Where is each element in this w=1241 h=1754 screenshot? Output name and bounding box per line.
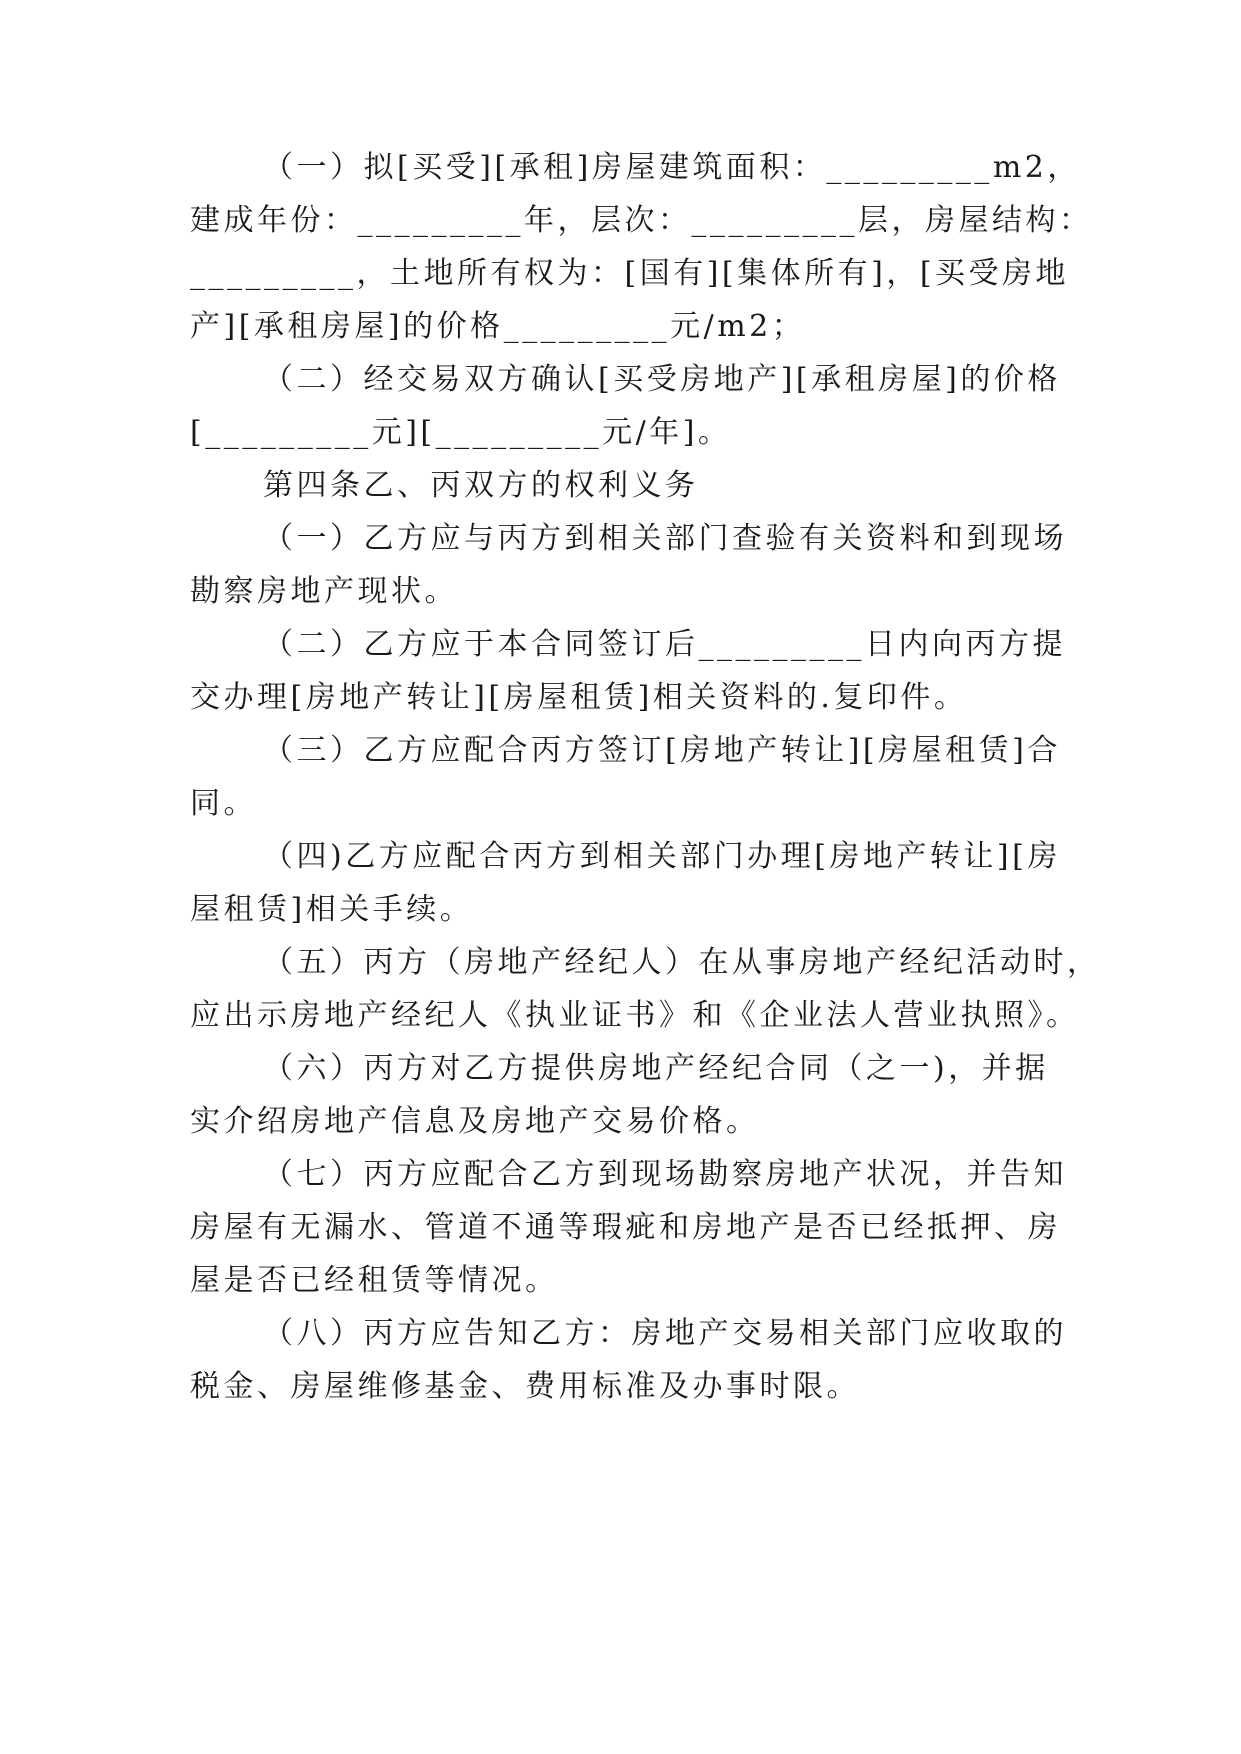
text-line: （一）乙方应与丙方到相关部门查验有关资料和到现场: [263, 521, 1067, 556]
text-line: 实介绍房地产信息及房地产交易价格。: [190, 1104, 760, 1139]
text-line: （五）丙方（房地产经纪人）在从事房地产经纪活动时，: [263, 945, 1101, 980]
text-line: 税金、房屋维修基金、费用标准及办事时限。: [190, 1369, 860, 1404]
text-line: 屋是否已经租赁等情况。: [190, 1263, 559, 1298]
section-heading: 第四条乙、丙双方的权利义务: [263, 468, 699, 503]
text-line: （八）丙方应告知乙方：房地产交易相关部门应收取的: [263, 1316, 1067, 1351]
text-line: （六）丙方对乙方提供房地产经纪合同（之一)，并据: [263, 1051, 1049, 1086]
text-line: （三）乙方应配合丙方签订[房地产转让][房屋租赁]合: [263, 733, 1061, 768]
text-line: 产][承租房屋]的价格_________元/m2；: [190, 309, 806, 344]
text-line: （一）拟[买受][承租]房屋建筑面积：_________m2，: [263, 150, 1081, 185]
text-line: （七）丙方应配合乙方到现场勘察房地产状况，并告知: [263, 1157, 1067, 1192]
text-line: 同。: [190, 786, 257, 821]
text-line: （二）乙方应于本合同签订后_________日内向丙方提: [263, 627, 1066, 662]
text-line: 勘察房地产现状。: [190, 574, 458, 609]
text-line: [_________元][_________元/年]。: [190, 415, 732, 450]
text-line: （四)乙方应配合丙方到相关部门办理[房地产转让][房: [263, 839, 1061, 874]
text-line: 房屋有无漏水、管道不通等瑕疵和房地产是否已经抵押、房: [190, 1210, 1061, 1245]
text-line: 屋租赁]相关手续。: [190, 892, 474, 927]
text-line: （二）经交易双方确认[买受房地产][承租房屋]的价格: [263, 362, 1061, 397]
text-line: 建成年份：_________年，层次：_________层，房屋结构：: [190, 203, 1093, 238]
text-line: 应出示房地产经纪人《执业证书》和《企业法人营业执照》。: [190, 998, 1080, 1033]
text-line: 交办理[房地产转让][房屋租赁]相关资料的.复印件。: [190, 680, 968, 715]
text-line: _________，土地所有权为：[国有][集体所有]，[买受房地: [190, 256, 1070, 291]
